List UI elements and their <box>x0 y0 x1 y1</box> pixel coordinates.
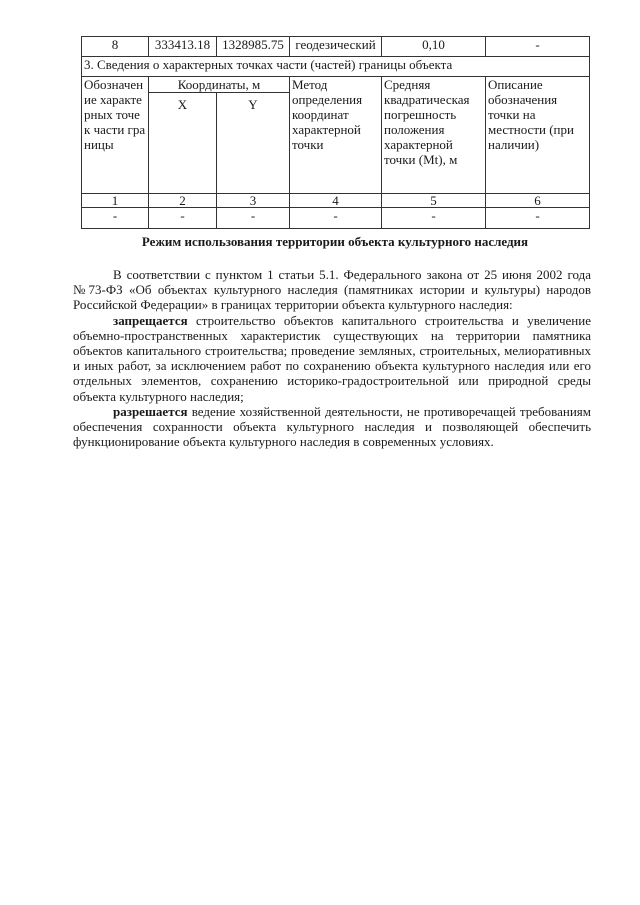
header-row <box>82 77 590 93</box>
table-row <box>82 37 590 57</box>
point-number-cell: 8 <box>82 37 149 57</box>
method-cell: геодезический <box>290 37 382 57</box>
x-coordinate-cell: 333413.18 <box>149 37 217 57</box>
allowed-paragraph <box>73 404 591 450</box>
column-number: 5 <box>382 194 486 208</box>
header-description: Описание обозначения точки на местности (при наличии) <box>486 77 590 194</box>
prohibited-paragraph <box>73 313 591 404</box>
empty-cell: - <box>382 208 486 229</box>
section-title-row <box>82 57 590 77</box>
column-number: 4 <box>290 194 382 208</box>
header-coordinates: Координаты, м <box>149 77 290 93</box>
column-number: 1 <box>82 194 149 208</box>
empty-cell: - <box>217 208 290 229</box>
header-accuracy: Средняя квадратическая погрешность положения характерной точки (Mt), м <box>382 77 486 194</box>
body-text <box>73 267 591 449</box>
table-row <box>82 208 590 229</box>
section-title: 3. Сведения о характерных точках части (частей) границы объекта <box>82 57 590 77</box>
description-cell: - <box>486 37 590 57</box>
column-number: 2 <box>149 194 217 208</box>
column-number: 3 <box>217 194 290 208</box>
section-heading: Режим использования территории объекта культурного наследия <box>141 234 529 249</box>
allowed-text: ведение хозяйственной деятельности, не противоречащей требованиям обеспечения сохранности объекта культурного наследия и позволяющей обеспечить функционирование объекта культурного наследия в современных условиях. <box>73 403 591 450</box>
empty-cell: - <box>149 208 217 229</box>
y-coordinate-cell: 1328985.75 <box>217 37 290 57</box>
accuracy-cell: 0,10 <box>382 37 486 57</box>
header-x: X <box>149 93 217 194</box>
empty-cell: - <box>290 208 382 229</box>
header-designation: Обозначение характерных точек части границы <box>82 77 149 194</box>
boundary-points-table <box>81 36 590 229</box>
empty-cell: - <box>486 208 590 229</box>
intro-paragraph: В соответствии с пунктом 1 статьи 5.1. Федерального закона от 25 июня 2002 года №73-ФЗ «Об объектах культурного наследия (памятниках истории и культуры) народов Российской Федерации» в границах территории объекта культурного наследия: <box>73 267 591 313</box>
prohibited-text: строительство объектов капитального строительства и увеличение объемно-пространственных характеристик существующих на территории памятника объектов капитального строительства; проведение земляных, строительных, мелиоративных и иных работ, за исключением работ по сохранению объекта культурного наследия или его отдельных элементов, сохранению историко-градостроительной или природной среды объекта культурного наследия; <box>73 312 591 404</box>
allowed-keyword: разрешается <box>113 403 188 419</box>
header-y: Y <box>217 93 290 194</box>
empty-cell: - <box>82 208 149 229</box>
column-number: 6 <box>486 194 590 208</box>
prohibited-keyword: запрещается <box>113 312 188 328</box>
column-number-row <box>82 194 590 208</box>
header-method: Метод определения координат характерной точки <box>290 77 382 194</box>
